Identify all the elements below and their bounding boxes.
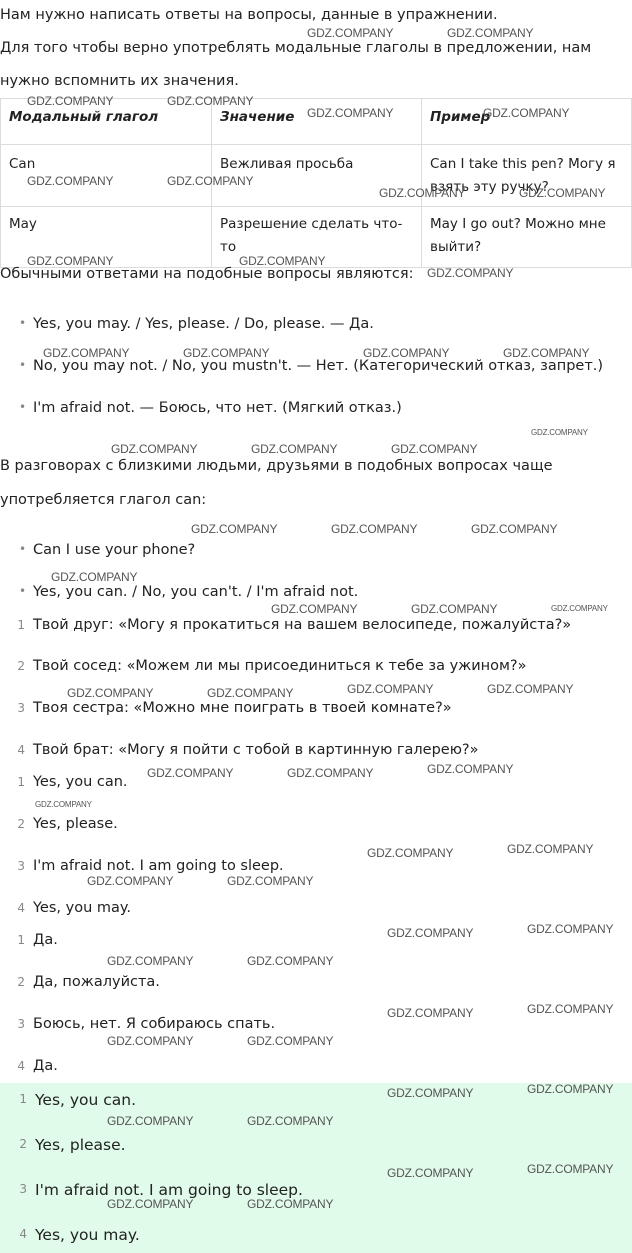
- answer-text: Да.: [33, 932, 58, 948]
- watermark: GDZ.COMPANY: [507, 842, 594, 856]
- watermark: GDZ.COMPANY: [527, 1082, 614, 1096]
- final-answer-item: [19, 1091, 137, 1109]
- can-intro-line-2: употребляется глагол can:: [0, 492, 207, 508]
- watermark: GDZ.COMPANY: [471, 522, 558, 536]
- watermark: GDZ.COMPANY: [527, 1162, 614, 1176]
- answer-text: Yes, you can.: [33, 774, 128, 790]
- answer-text: I'm afraid not. I am going to sleep.: [35, 1181, 303, 1199]
- watermark: GDZ.COMPANY: [387, 926, 474, 940]
- watermark: GDZ.COMPANY: [427, 266, 514, 280]
- watermark: GDZ.COMPANY: [487, 682, 574, 696]
- watermark: GDZ.COMPANY: [503, 346, 590, 360]
- question-item: [17, 617, 572, 633]
- watermark: GDZ.COMPANY: [27, 254, 114, 268]
- list-item-text: Yes, you may. / Yes, please. / Do, please. — Да.: [33, 316, 374, 332]
- answer-text: Yes, please.: [35, 1136, 126, 1154]
- watermark: GDZ.COMPANY: [307, 106, 394, 120]
- answer-text: Yes, please.: [33, 816, 118, 832]
- question-text: Твоя сестра: «Можно мне поиграть в твоей комнате?»: [33, 700, 452, 716]
- list-item-text: No, you may not. / No, you mustn't. — Нет. (Категорический отказ, запрет.): [33, 358, 604, 374]
- table-cell-line: Разрешение сделать что-: [220, 216, 403, 232]
- watermark: GDZ.COMPANY: [167, 174, 254, 188]
- list-item: [19, 584, 359, 600]
- watermark: GDZ.COMPANY: [107, 1197, 194, 1211]
- watermark: GDZ.COMPANY: [519, 186, 606, 200]
- watermark: GDZ.COMPANY: [307, 26, 394, 40]
- list-item: [19, 358, 604, 374]
- list-number: 2: [19, 1137, 27, 1151]
- intro-line-3: нужно вспомнить их значения.: [0, 73, 239, 89]
- list-number: 3: [17, 701, 25, 715]
- watermark: GDZ.COMPANY: [239, 254, 326, 268]
- watermark: GDZ.COMPANY: [27, 174, 114, 188]
- watermark: GDZ.COMPANY: [87, 874, 174, 888]
- watermark: GDZ.COMPANY: [387, 1006, 474, 1020]
- bullet-icon: •: [19, 400, 27, 414]
- list-number: 1: [19, 1092, 27, 1106]
- list-number: 4: [17, 901, 25, 915]
- question-item: [17, 700, 452, 716]
- answer-ru-item: [17, 1058, 58, 1074]
- table-cell-line: May I go out? Можно мне: [430, 216, 606, 232]
- intro-line-1: Нам нужно написать ответы на вопросы, данные в упражнении.: [0, 7, 498, 23]
- watermark: GDZ.COMPANY: [227, 874, 314, 888]
- answer-text: Yes, you may.: [35, 1226, 140, 1244]
- watermark: GDZ.COMPANY: [51, 570, 138, 584]
- answer-text: Боюсь, нет. Я собираюсь спать.: [33, 1016, 276, 1032]
- list-number: 4: [17, 743, 25, 757]
- question-item: [17, 742, 479, 758]
- list-item-text: Yes, you can. / No, you can't. / I'm afraid not.: [33, 584, 359, 600]
- watermark: GDZ.COMPANY: [43, 346, 130, 360]
- list-number: 3: [19, 1182, 27, 1196]
- final-answer-item: [19, 1226, 140, 1244]
- table-cell-line: взять эту ручку?: [430, 179, 549, 195]
- table-cell: Can: [1, 145, 212, 207]
- answer-text: Yes, you may.: [33, 900, 132, 916]
- watermark: GDZ.COMPANY: [527, 1002, 614, 1016]
- list-item-text: I'm afraid not. — Боюсь, что нет. (Мягкий отказ.): [33, 400, 402, 416]
- watermark: GDZ.COMPANY: [35, 800, 92, 809]
- watermark: GDZ.COMPANY: [287, 766, 374, 780]
- table-cell-line: то: [220, 239, 237, 255]
- watermark: GDZ.COMPANY: [347, 682, 434, 696]
- watermark: GDZ.COMPANY: [247, 1034, 334, 1048]
- watermark: GDZ.COMPANY: [147, 766, 234, 780]
- watermark: GDZ.COMPANY: [379, 186, 466, 200]
- question-text: Твой сосед: «Можем ли мы присоединиться к тебе за ужином?»: [33, 658, 527, 674]
- watermark: GDZ.COMPANY: [387, 1166, 474, 1180]
- answer-ru-item: [17, 932, 58, 948]
- bullet-icon: •: [19, 316, 27, 330]
- watermark: GDZ.COMPANY: [167, 94, 254, 108]
- list-number: 4: [19, 1227, 27, 1241]
- watermark: GDZ.COMPANY: [331, 522, 418, 536]
- watermark: GDZ.COMPANY: [67, 686, 154, 700]
- list-number: 4: [17, 1059, 25, 1073]
- table-cell-line: Can I take this pen? Могу я: [430, 156, 616, 172]
- list-number: 2: [17, 975, 25, 989]
- final-answer-item: [19, 1136, 126, 1154]
- list-item: [19, 542, 196, 558]
- list-item: [19, 400, 402, 416]
- list-number: 3: [17, 859, 25, 873]
- watermark: GDZ.COMPANY: [367, 846, 454, 860]
- intro-line-2: Для того чтобы верно употреблять модальные глаголы в предложении, нам: [0, 40, 592, 56]
- watermark: GDZ.COMPANY: [411, 602, 498, 616]
- watermark: GDZ.COMPANY: [27, 94, 114, 108]
- bullet-icon: •: [19, 358, 27, 372]
- watermark: GDZ.COMPANY: [483, 106, 570, 120]
- table-header-cell: Модальный глагол: [1, 99, 212, 145]
- answer-en-item: [17, 774, 128, 790]
- list-number: 2: [17, 817, 25, 831]
- answer-ru-item: [17, 1016, 276, 1032]
- watermark: GDZ.COMPANY: [427, 762, 514, 776]
- watermark: GDZ.COMPANY: [247, 954, 334, 968]
- answer-en-item: [17, 900, 132, 916]
- list-number: 1: [17, 933, 25, 947]
- watermark: GDZ.COMPANY: [447, 26, 534, 40]
- question-text: Твой друг: «Могу я прокатиться на вашем велосипеде, пожалуйста?»: [33, 617, 572, 633]
- can-intro-line-1: В разговорах с близкими людьми, друзьями в подобных вопросах чаще: [0, 458, 553, 474]
- watermark: GDZ.COMPANY: [207, 686, 294, 700]
- list-item-text: Can I use your phone?: [33, 542, 196, 558]
- table-header-cell: Пример: [422, 99, 632, 145]
- watermark: GDZ.COMPANY: [387, 1086, 474, 1100]
- watermark: GDZ.COMPANY: [391, 442, 478, 456]
- answers-intro: Обычными ответами на подобные вопросы являются:: [0, 266, 414, 282]
- question-item: [17, 658, 527, 674]
- watermark: GDZ.COMPANY: [183, 346, 270, 360]
- bullet-icon: •: [19, 542, 27, 556]
- question-text: Твой брат: «Могу я пойти с тобой в картинную галерею?»: [33, 742, 479, 758]
- watermark: GDZ.COMPANY: [251, 442, 338, 456]
- answer-text: Да.: [33, 1058, 58, 1074]
- table-cell-line: выйти?: [430, 239, 482, 255]
- list-number: 2: [17, 659, 25, 673]
- bullet-icon: •: [19, 584, 27, 598]
- watermark: GDZ.COMPANY: [107, 1114, 194, 1128]
- list-item: [19, 316, 374, 332]
- list-number: 3: [17, 1017, 25, 1031]
- watermark: GDZ.COMPANY: [247, 1114, 334, 1128]
- watermark: GDZ.COMPANY: [527, 922, 614, 936]
- table-cell: Вежливая просьба: [212, 145, 422, 207]
- table-cell: May: [1, 207, 212, 268]
- answer-text: Да, пожалуйста.: [33, 974, 160, 990]
- watermark: GDZ.COMPANY: [551, 604, 608, 613]
- watermark: GDZ.COMPANY: [191, 522, 278, 536]
- watermark: GDZ.COMPANY: [271, 602, 358, 616]
- answer-text: Yes, you can.: [35, 1091, 137, 1109]
- list-number: 1: [17, 775, 25, 789]
- watermark: GDZ.COMPANY: [111, 442, 198, 456]
- answer-ru-item: [17, 974, 160, 990]
- answer-text: I'm afraid not. I am going to sleep.: [33, 858, 284, 874]
- table-cell: [422, 207, 632, 268]
- answer-en-item: [17, 816, 118, 832]
- watermark: GDZ.COMPANY: [363, 346, 450, 360]
- list-number: 1: [17, 618, 25, 632]
- watermark: GDZ.COMPANY: [247, 1197, 334, 1211]
- watermark: GDZ.COMPANY: [107, 954, 194, 968]
- answer-en-item: [17, 858, 284, 874]
- watermark: GDZ.COMPANY: [531, 428, 588, 437]
- watermark: GDZ.COMPANY: [107, 1034, 194, 1048]
- table-header-cell: Значение: [212, 99, 422, 145]
